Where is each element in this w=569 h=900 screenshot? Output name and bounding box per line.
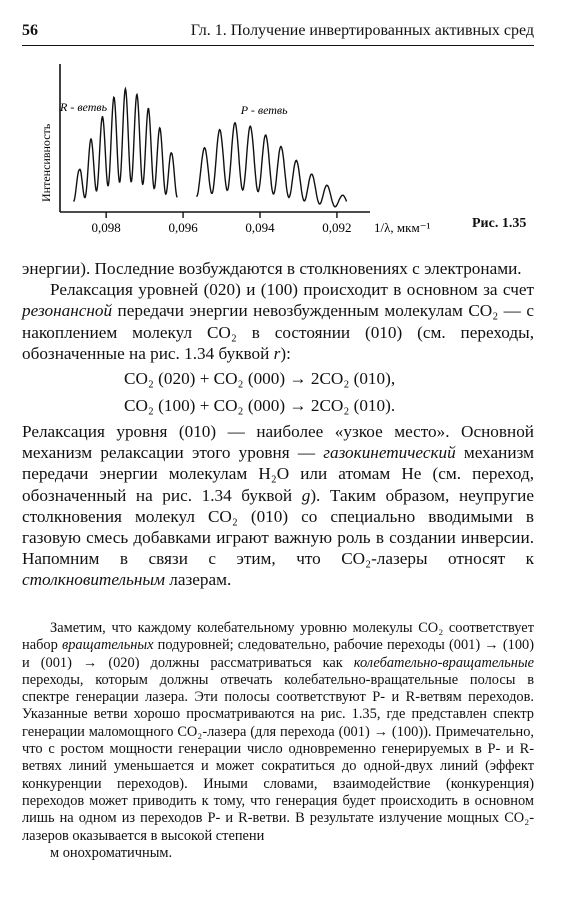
r-branch-label: R - ветвь [60, 100, 108, 115]
equation-2: CO₂ (100) + CO₂ (000) → 2CO₂ (010). [124, 396, 396, 416]
note-tail: м онохроматичным. [50, 844, 173, 861]
p2-part-b: передачи энергии невозбужденным молекулам CO₂ — с накоплением молекул CO₂ в состоянии (010) (см. переходы, обозначенные на рис. 1.34 буквой [22, 301, 534, 363]
figure-caption: Рис. 1.35 [472, 216, 527, 231]
p2-part-a: Релаксация уровней (020) и (100) происходит в основном за счет [50, 280, 534, 300]
note-part-c: переходы, которым должны отвечать колебательно-вращательные полосы в спектре генерации лазера. Эти полосы соответствуют P- и R-ветвям переходов. Указанные ветви хорошо просматриваются на рис. 1.35, где представлен спектр генерации маломощного CO₂-лазера (для перехода (001) → (100)). Примечательно, что с ростом мощности генерации число одновременно генерируемых в P- и R-ветвях линий уменьшается и может сократиться до одной-двух линий (эффект конкуренции переходов). Иными словами, взаимодействие (конкуренция) переходов может приводить к тому, что генерация будет происходить в основном лишь на одном из переходов P- и R-ветви. В результате излучение мощных CO₂-лазеров оказывается в высокой степени [22, 671, 534, 844]
p3-part-a: Релаксация уровня (010) — наиболее «узкое место». Основной механизм релаксации этого уровня — [22, 422, 534, 463]
p2-letter-r: r [273, 343, 281, 363]
chart-labels [39, 100, 430, 235]
note-part-a: Заметим, что каждому колебательному уровню молекулы CO₂ соответствует набор [22, 620, 534, 654]
x-tick-label: 0,096 [168, 220, 198, 235]
x-axis-label: 1/λ, мкм⁻¹ [374, 220, 430, 235]
p3-part-c: ). Таким образом, неупругие столкновения молекул CO₂ (010) со специально вводимыми в газовую смесь добавками играют важную роль в создании инверсии. Напомним в связи с этим, что CO₂-лазеры относят к [22, 485, 534, 569]
paragraph-1 [22, 258, 534, 279]
p2-part-c: ): [280, 343, 291, 363]
x-tick-label: 0,094 [245, 220, 275, 235]
spectrum-chart [30, 62, 430, 242]
paragraph-2 [22, 279, 534, 364]
page-number: 56 [22, 22, 38, 39]
p-branch-label: P - ветвь [240, 103, 288, 117]
small-print-note [22, 620, 534, 862]
y-axis-label: Интенсивность [39, 123, 53, 202]
equation-1: CO₂ (020) + CO₂ (000) → 2CO₂ (010), [124, 369, 396, 389]
p3-emphasis: газокинетический [323, 443, 456, 463]
chart-lines [74, 89, 347, 207]
x-tick-label: 0,092 [322, 220, 352, 235]
p2-emphasis: резонансной [22, 301, 113, 321]
series-line-p [197, 123, 347, 207]
note-paragraph [22, 620, 534, 862]
p3-part-d: лазерам. [164, 570, 232, 590]
paragraph-3 [22, 421, 534, 591]
p3-emphasis-2: столкновительным [22, 570, 165, 590]
note-emphasis: вращательных [61, 637, 154, 654]
running-title: Гл. 1. Получение инвертированных активных сред [190, 22, 534, 39]
x-tick-label: 0,098 [91, 220, 121, 235]
p3-letter-g: g [301, 485, 311, 505]
paragraph-1-text: энергии). Последние возбуждаются в столкновениях с электронами. [22, 259, 522, 278]
note-part-b: подуровней; следовательно, рабочие переходы (001) → (100) и (001) → (020) должны рассматриваться как [22, 637, 535, 671]
main-text [22, 258, 534, 591]
note-emphasis-2: колебательно-вращательные [353, 654, 534, 671]
p3-part-b: механизм передачи энергии молекулам H₂O или атомам He (см. переход, обозначенный на рис. 1.34 буквой [22, 443, 535, 505]
running-header [22, 22, 534, 46]
